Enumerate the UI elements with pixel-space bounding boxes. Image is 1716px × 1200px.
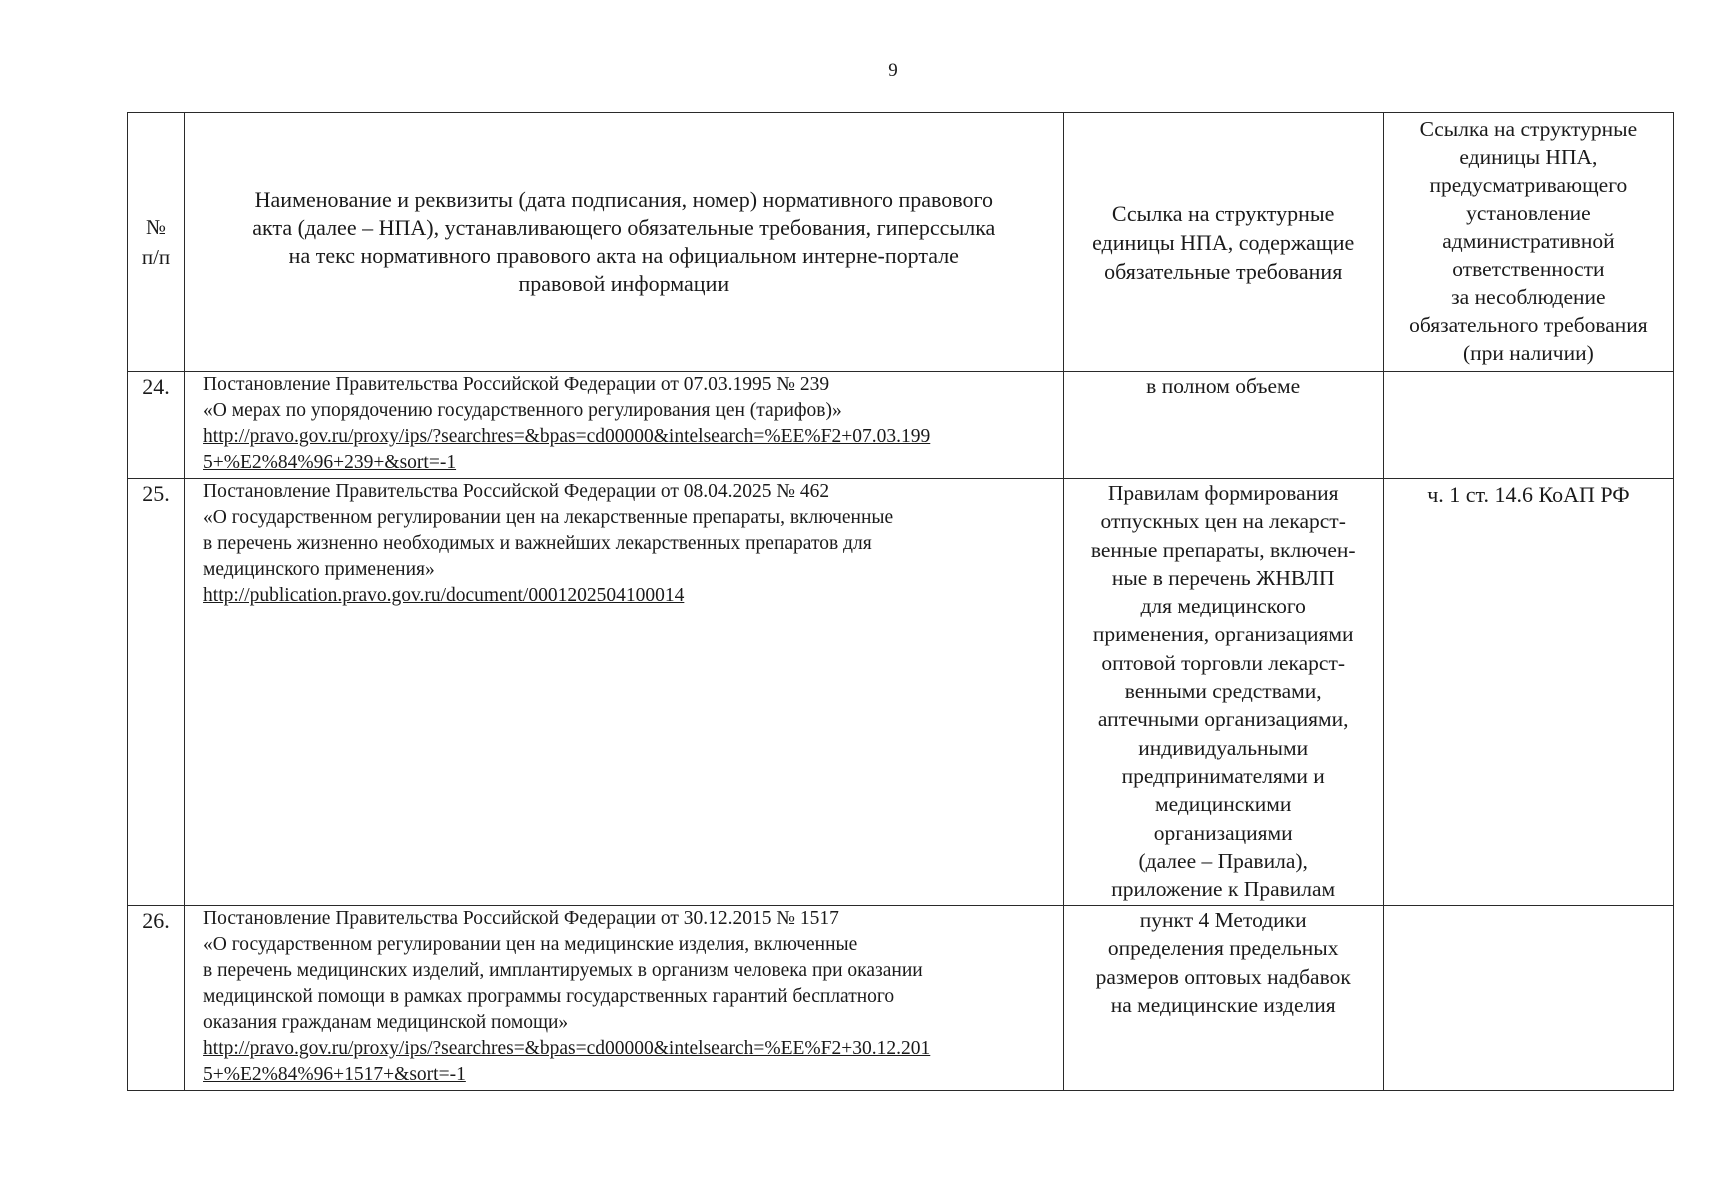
page-number: 9 [888, 60, 898, 81]
header-name-line: правовой информации [518, 271, 730, 296]
act-name-line: Постановление Правительства Российской Федерации от 30.12.2015 № 1517 [203, 908, 839, 929]
header-num-line: п/п [141, 245, 171, 269]
header-name-line: Наименование и реквизиты (дата подписания, номер) нормативного правового [254, 187, 993, 212]
structural-ref-line: оптовой торговли лекарст- [1101, 650, 1346, 675]
act-name-line: медицинской помощи в рамках программы государственных гарантий бесплатного [203, 986, 895, 1007]
structural-ref-line: в полном объеме [1146, 374, 1301, 398]
header-name-line: акта (далее – НПА), устанавливающего обязательные требования, гиперссылка [252, 215, 996, 240]
header-ref-line: Ссылка на структурные [1111, 200, 1335, 226]
header-resp-line: ответственности [1452, 257, 1605, 281]
act-name-line: «О государственном регулировании цен на медицинские изделия, включенные [203, 934, 858, 955]
liability-ref-cell: ч. 1 ст. 14.6 КоАП РФ [1383, 479, 1673, 906]
table-row [128, 372, 1674, 479]
requirements-table [127, 112, 1674, 1091]
header-resp-line: (при наличии) [1463, 341, 1594, 365]
act-name-line: «О государственном регулировании цен на лекарственные препараты, включенные [203, 507, 894, 528]
structural-ref-line: (далее – Правила), [1138, 848, 1308, 873]
header-resp [1383, 113, 1673, 372]
act-hyperlink[interactable]: http://pravo.gov.ru/proxy/ips/?searchres=&bpas=cd00000&intelsearch=%EE%F2+07.03.199 [203, 426, 931, 447]
structural-ref-line: венные препараты, включен- [1090, 537, 1356, 562]
header-num [128, 113, 185, 372]
act-hyperlink[interactable]: 5+%E2%84%96+1517+&sort=-1 [203, 1064, 466, 1085]
structural-ref-line: для медицинского [1140, 594, 1306, 619]
act-name-cell [185, 906, 1064, 1091]
structural-ref-line: на медицинские изделия [1110, 992, 1336, 1017]
structural-ref-cell [1063, 906, 1383, 1091]
structural-ref-line: предпринимателями и [1121, 763, 1325, 788]
structural-ref-line: организациями [1153, 820, 1293, 845]
structural-ref-line: венными средствами, [1124, 679, 1322, 704]
header-ref-line: единицы НПА, содержащие [1092, 229, 1355, 255]
row-number: 25. [128, 479, 185, 906]
act-hyperlink[interactable]: http://pravo.gov.ru/proxy/ips/?searchres=&bpas=cd00000&intelsearch=%EE%F2+30.12.201 [203, 1038, 931, 1059]
structural-ref-line: аптечными организациями, [1097, 707, 1349, 732]
structural-ref-line: отпускных цен на лекарст- [1100, 509, 1346, 534]
header-resp-line: Ссылка на структурные [1419, 117, 1638, 141]
act-name-line: медицинского применения» [203, 559, 435, 580]
act-name-line: оказания гражданам медицинской помощи» [203, 1012, 569, 1033]
act-name-line: Постановление Правительства Российской Федерации от 07.03.1995 № 239 [203, 374, 830, 395]
structural-ref-cell [1063, 372, 1383, 479]
row-number: 24. [128, 372, 185, 479]
act-name-cell [185, 479, 1064, 906]
act-hyperlink[interactable]: http://publication.pravo.gov.ru/document/0001202504100014 [203, 585, 685, 606]
header-resp-line: единицы НПА, [1459, 145, 1598, 169]
structural-ref-line: Правилам формирования [1107, 481, 1339, 505]
structural-ref-cell [1063, 479, 1383, 906]
structural-ref-line: размеров оптовых надбавок [1095, 964, 1351, 989]
structural-ref-line: определения предельных [1107, 936, 1339, 961]
header-ref-line: обязательные требования [1104, 258, 1343, 284]
act-name-line: «О мерах по упорядочению государственного регулирования цен (тарифов)» [203, 400, 842, 421]
act-name-line: в перечень медицинских изделий, имплантируемых в организм человека при оказании [203, 960, 923, 981]
header-name-line: на текс нормативного правового акта на официальном интерне-портале [288, 243, 959, 268]
header-num-line: № [145, 215, 167, 239]
header-name [185, 113, 1064, 372]
table-row [128, 479, 1674, 906]
header-resp-line: установление [1466, 201, 1591, 225]
liability-ref-cell [1383, 906, 1673, 1091]
structural-ref-line: пункт 4 Методики [1139, 908, 1307, 932]
structural-ref-line: индивидуальными [1138, 735, 1309, 760]
structural-ref-line: применения, организациями [1092, 622, 1354, 647]
table-row [128, 906, 1674, 1091]
header-resp-line: за несоблюдение [1451, 285, 1606, 309]
header-resp-line: обязательного требования [1409, 313, 1648, 337]
structural-ref-line: медицинскими [1154, 792, 1292, 817]
header-resp-line: предусматривающего [1429, 173, 1628, 197]
act-name-line: в перечень жизненно необходимых и важнейших лекарственных препаратов для [203, 533, 872, 554]
structural-ref-line: ные в перечень ЖНВЛП [1111, 565, 1335, 590]
header-resp-line: административной [1442, 229, 1615, 253]
act-name-line: Постановление Правительства Российской Федерации от 08.04.2025 № 462 [203, 481, 830, 502]
row-number: 26. [128, 906, 185, 1091]
table-header-row [128, 113, 1674, 372]
structural-ref-line: приложение к Правилам [1111, 877, 1336, 902]
header-ref [1063, 113, 1383, 372]
act-hyperlink[interactable]: 5+%E2%84%96+239+&sort=-1 [203, 452, 457, 473]
act-name-cell [185, 372, 1064, 479]
liability-ref-cell [1383, 372, 1673, 479]
